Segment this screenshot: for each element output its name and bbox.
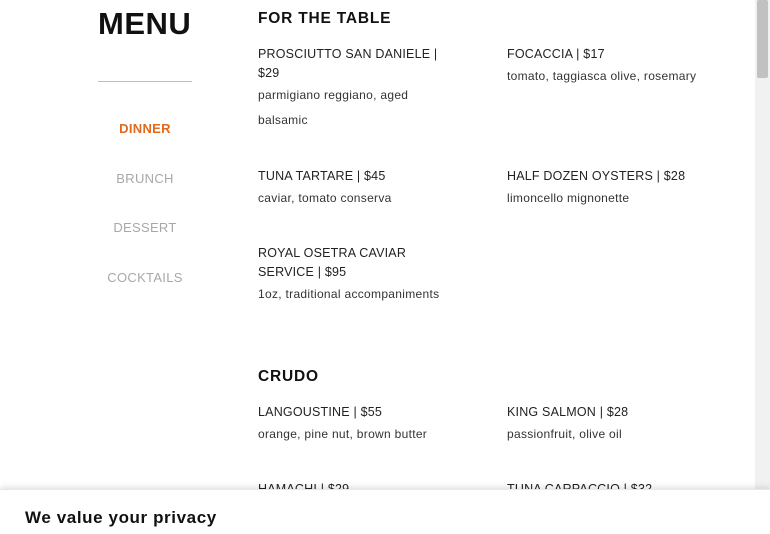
nav-item-cocktails[interactable]: COCKTAILS (107, 269, 183, 285)
menu-item-name: KING SALMON | $28 (507, 405, 629, 419)
privacy-banner-title: We value your privacy (25, 508, 217, 527)
menu-item-name: LANGOUSTINE | $55 (258, 405, 383, 419)
menu-item-description: tomato, taggiasca olive, rosemary (507, 69, 697, 83)
menu-item-name: FOCACCIA | $17 (507, 47, 605, 61)
menu-item-description: passionfruit, olive oil (507, 427, 622, 441)
menu-item-name: ROYAL OSETRA CAVIAR SERVICE | $95 (258, 246, 407, 279)
menu-item (258, 403, 458, 447)
nav-item-brunch[interactable]: BRUNCH (116, 170, 174, 186)
menu-item-description: parmigiano reggiano, aged balsamic (258, 88, 409, 127)
menu-item (258, 167, 458, 211)
menu-item-description: limoncello mignonette (507, 191, 630, 205)
menu-item-name: TUNA TARTARE | $45 (258, 169, 386, 183)
section-title: FOR THE TABLE (258, 10, 392, 27)
section-title: CRUDO (258, 368, 319, 385)
menu-item (507, 167, 707, 211)
menu-item (258, 45, 458, 133)
nav-item-dinner[interactable]: DINNER (119, 121, 171, 136)
menu-item-name: PROSCIUTTO SAN DANIELE | $29 (258, 47, 438, 80)
menu-item (507, 45, 707, 89)
menu-item-name: HALF DOZEN OYSTERS | $28 (507, 169, 686, 183)
menu-divider (98, 81, 192, 82)
menu-item-description: 1oz, traditional accompaniments (258, 287, 440, 301)
page-scrollbar[interactable] (755, 0, 770, 533)
nav-item-dessert[interactable]: DESSERT (113, 220, 177, 235)
menu-item-description: orange, pine nut, brown butter (258, 427, 428, 441)
menu-title: MENU (98, 6, 192, 41)
scrollbar-thumb[interactable] (757, 0, 768, 78)
menu-nav (98, 119, 192, 317)
menu-item (258, 244, 458, 307)
menu-item (507, 403, 707, 447)
menu-item-description: caviar, tomato conserva (258, 191, 392, 205)
privacy-banner (0, 489, 770, 534)
